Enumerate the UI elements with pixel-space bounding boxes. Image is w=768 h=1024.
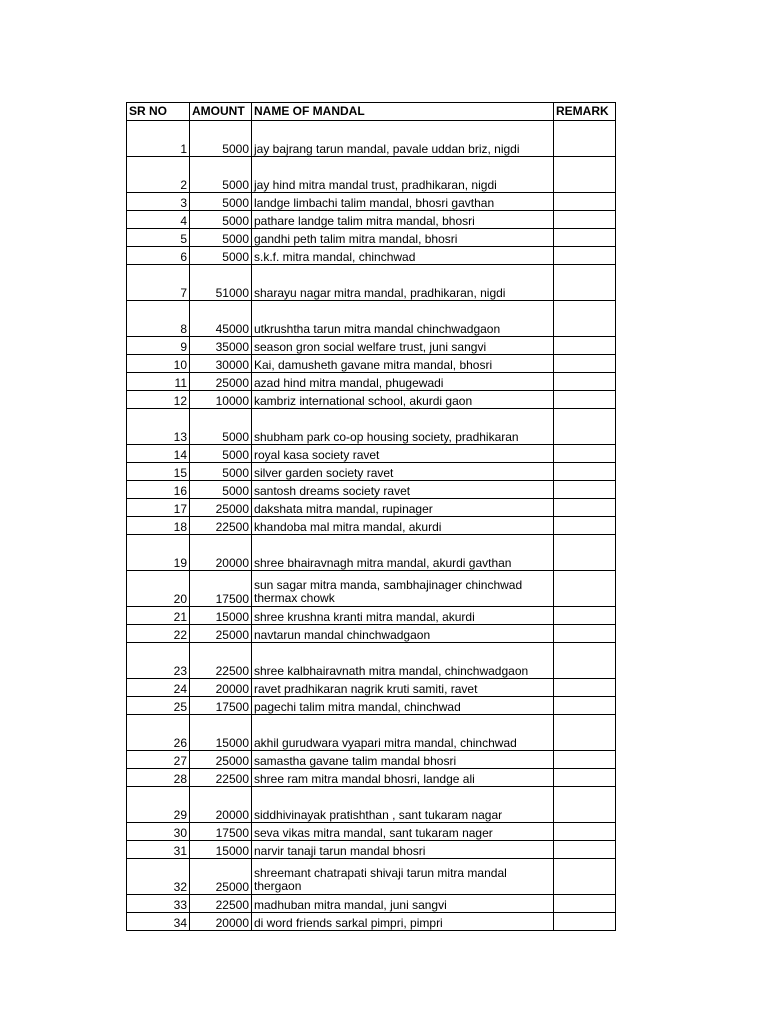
remark-cell (554, 193, 616, 211)
table-row (127, 913, 616, 931)
table-body (127, 121, 616, 931)
amount-cell: 17500 (190, 823, 252, 841)
mandal-name-cell: kambriz international school, akurdi gaon (252, 391, 554, 409)
header-remark: REMARK (554, 103, 616, 121)
mandal-name-cell: gandhi peth talim mitra mandal, bhosri (252, 229, 554, 247)
mandal-name-cell: ravet pradhikaran nagrik kruti samiti, ravet (252, 679, 554, 697)
header-sr-no: SR NO (127, 103, 190, 121)
amount-cell: 45000 (190, 301, 252, 337)
sr-no-cell: 16 (127, 481, 190, 499)
mandal-name-cell: dakshata mitra mandal, rupinager (252, 499, 554, 517)
remark-cell (554, 913, 616, 931)
mandal-name-cell: samastha gavane talim mandal bhosri (252, 751, 554, 769)
amount-cell: 25000 (190, 859, 252, 895)
remark-cell (554, 391, 616, 409)
amount-cell: 5000 (190, 193, 252, 211)
table-row (127, 301, 616, 337)
mandal-name-cell: khandoba mal mitra mandal, akurdi (252, 517, 554, 535)
amount-cell: 5000 (190, 445, 252, 463)
amount-cell: 5000 (190, 247, 252, 265)
remark-cell (554, 751, 616, 769)
remark-cell (554, 445, 616, 463)
remark-cell (554, 535, 616, 571)
amount-cell: 20000 (190, 787, 252, 823)
mandal-name-cell: shree ram mitra mandal bhosri, landge ali (252, 769, 554, 787)
mandal-name-cell: shubham park co-op housing society, pradhikaran (252, 409, 554, 445)
table-row (127, 535, 616, 571)
amount-cell: 25000 (190, 751, 252, 769)
sr-no-cell: 26 (127, 715, 190, 751)
amount-cell: 5000 (190, 211, 252, 229)
amount-cell: 5000 (190, 157, 252, 193)
mandal-donation-table (126, 102, 616, 931)
mandal-name-cell: santosh dreams society ravet (252, 481, 554, 499)
remark-cell (554, 121, 616, 157)
amount-cell: 15000 (190, 715, 252, 751)
remark-cell (554, 697, 616, 715)
mandal-name-cell: azad hind mitra mandal, phugewadi (252, 373, 554, 391)
table-row (127, 337, 616, 355)
sr-no-cell: 3 (127, 193, 190, 211)
remark-cell (554, 301, 616, 337)
amount-cell: 22500 (190, 517, 252, 535)
table-row (127, 481, 616, 499)
mandal-name-cell: shree kalbhairavnath mitra mandal, chinchwadgaon (252, 643, 554, 679)
amount-cell: 5000 (190, 121, 252, 157)
sr-no-cell: 10 (127, 355, 190, 373)
sr-no-cell: 27 (127, 751, 190, 769)
sr-no-cell: 14 (127, 445, 190, 463)
table-row (127, 679, 616, 697)
mandal-name-cell: navtarun mandal chinchwadgaon (252, 625, 554, 643)
table-row (127, 409, 616, 445)
amount-cell: 22500 (190, 895, 252, 913)
remark-cell (554, 355, 616, 373)
remark-cell (554, 409, 616, 445)
amount-cell: 22500 (190, 643, 252, 679)
mandal-name-cell: di word friends sarkal pimpri, pimpri (252, 913, 554, 931)
sr-no-cell: 19 (127, 535, 190, 571)
mandal-name-cell: narvir tanaji tarun mandal bhosri (252, 841, 554, 859)
sr-no-cell: 9 (127, 337, 190, 355)
table-row (127, 463, 616, 481)
amount-cell: 25000 (190, 625, 252, 643)
header-amount: AMOUNT (190, 103, 252, 121)
amount-cell: 30000 (190, 355, 252, 373)
remark-cell (554, 769, 616, 787)
sr-no-cell: 34 (127, 913, 190, 931)
table-row (127, 697, 616, 715)
amount-cell: 10000 (190, 391, 252, 409)
sr-no-cell: 32 (127, 859, 190, 895)
sr-no-cell: 7 (127, 265, 190, 301)
remark-cell (554, 499, 616, 517)
sr-no-cell: 15 (127, 463, 190, 481)
sr-no-cell: 11 (127, 373, 190, 391)
remark-cell (554, 787, 616, 823)
sr-no-cell: 1 (127, 121, 190, 157)
remark-cell (554, 895, 616, 913)
remark-cell (554, 229, 616, 247)
mandal-name-cell: jay bajrang tarun mandal, pavale uddan briz, nigdi (252, 121, 554, 157)
amount-cell: 51000 (190, 265, 252, 301)
remark-cell (554, 247, 616, 265)
amount-cell: 5000 (190, 229, 252, 247)
mandal-name-cell: seva vikas mitra mandal, sant tukaram nager (252, 823, 554, 841)
sr-no-cell: 4 (127, 211, 190, 229)
table-row (127, 625, 616, 643)
mandal-name-cell: landge limbachi talim mandal, bhosri gavthan (252, 193, 554, 211)
table-row (127, 751, 616, 769)
amount-cell: 25000 (190, 499, 252, 517)
sr-no-cell: 22 (127, 625, 190, 643)
remark-cell (554, 679, 616, 697)
remark-cell (554, 481, 616, 499)
mandal-name-cell: siddhivinayak pratishthan , sant tukaram nagar (252, 787, 554, 823)
header-row (127, 103, 616, 121)
mandal-name-cell: shree bhairavnagh mitra mandal, akurdi gavthan (252, 535, 554, 571)
remark-cell (554, 265, 616, 301)
sr-no-cell: 20 (127, 571, 190, 607)
amount-cell: 15000 (190, 841, 252, 859)
table-row (127, 859, 616, 895)
table-row (127, 193, 616, 211)
remark-cell (554, 517, 616, 535)
remark-cell (554, 373, 616, 391)
sr-no-cell: 24 (127, 679, 190, 697)
sr-no-cell: 6 (127, 247, 190, 265)
mandal-name-cell: pathare landge talim mitra mandal, bhosri (252, 211, 554, 229)
sr-no-cell: 18 (127, 517, 190, 535)
mandal-name-cell: sharayu nagar mitra mandal, pradhikaran, nigdi (252, 265, 554, 301)
table-row (127, 643, 616, 679)
table-row (127, 571, 616, 607)
table-row (127, 211, 616, 229)
remark-cell (554, 643, 616, 679)
table-row (127, 715, 616, 751)
amount-cell: 20000 (190, 535, 252, 571)
mandal-name-cell: pagechi talim mitra mandal, chinchwad (252, 697, 554, 715)
sr-no-cell: 12 (127, 391, 190, 409)
amount-cell: 17500 (190, 571, 252, 607)
amount-cell: 17500 (190, 697, 252, 715)
amount-cell: 5000 (190, 409, 252, 445)
remark-cell (554, 571, 616, 607)
table-row (127, 607, 616, 625)
table-row (127, 445, 616, 463)
table-row (127, 391, 616, 409)
mandal-name-cell: shreemant chatrapati shivaji tarun mitra mandal thergaon (252, 859, 554, 895)
mandal-name-cell: s.k.f. mitra mandal, chinchwad (252, 247, 554, 265)
table-row (127, 373, 616, 391)
amount-cell: 22500 (190, 769, 252, 787)
table-row (127, 895, 616, 913)
sr-no-cell: 17 (127, 499, 190, 517)
sr-no-cell: 5 (127, 229, 190, 247)
remark-cell (554, 157, 616, 193)
table-row (127, 517, 616, 535)
table-row (127, 769, 616, 787)
mandal-name-cell: silver garden society ravet (252, 463, 554, 481)
sr-no-cell: 30 (127, 823, 190, 841)
table-row (127, 823, 616, 841)
sr-no-cell: 25 (127, 697, 190, 715)
remark-cell (554, 337, 616, 355)
mandal-name-cell: royal kasa society ravet (252, 445, 554, 463)
sr-no-cell: 8 (127, 301, 190, 337)
table-row (127, 499, 616, 517)
table-row (127, 355, 616, 373)
header-name-of-mandal: NAME OF MANDAL (252, 103, 554, 121)
amount-cell: 20000 (190, 679, 252, 697)
remark-cell (554, 859, 616, 895)
sr-no-cell: 28 (127, 769, 190, 787)
table-row (127, 787, 616, 823)
table-row (127, 121, 616, 157)
mandal-name-cell: jay hind mitra mandal trust, pradhikaran, nigdi (252, 157, 554, 193)
amount-cell: 5000 (190, 463, 252, 481)
mandal-name-cell: season gron social welfare trust, juni sangvi (252, 337, 554, 355)
sr-no-cell: 33 (127, 895, 190, 913)
sr-no-cell: 21 (127, 607, 190, 625)
remark-cell (554, 625, 616, 643)
sr-no-cell: 2 (127, 157, 190, 193)
mandal-name-cell: madhuban mitra mandal, juni sangvi (252, 895, 554, 913)
remark-cell (554, 841, 616, 859)
table-row (127, 247, 616, 265)
mandal-name-cell: shree krushna kranti mitra mandal, akurdi (252, 607, 554, 625)
remark-cell (554, 607, 616, 625)
sr-no-cell: 23 (127, 643, 190, 679)
table-row (127, 265, 616, 301)
remark-cell (554, 823, 616, 841)
amount-cell: 25000 (190, 373, 252, 391)
mandal-name-cell: utkrushtha tarun mitra mandal chinchwadgaon (252, 301, 554, 337)
sr-no-cell: 13 (127, 409, 190, 445)
mandal-name-cell: sun sagar mitra manda, sambhajinager chinchwad thermax chowk (252, 571, 554, 607)
amount-cell: 20000 (190, 913, 252, 931)
amount-cell: 5000 (190, 481, 252, 499)
sr-no-cell: 29 (127, 787, 190, 823)
sr-no-cell: 31 (127, 841, 190, 859)
mandal-name-cell: akhil gurudwara vyapari mitra mandal, chinchwad (252, 715, 554, 751)
remark-cell (554, 715, 616, 751)
remark-cell (554, 463, 616, 481)
remark-cell (554, 211, 616, 229)
table-row (127, 841, 616, 859)
table-row (127, 157, 616, 193)
mandal-name-cell: Kai, damusheth gavane mitra mandal, bhosri (252, 355, 554, 373)
table-row (127, 229, 616, 247)
amount-cell: 35000 (190, 337, 252, 355)
amount-cell: 15000 (190, 607, 252, 625)
